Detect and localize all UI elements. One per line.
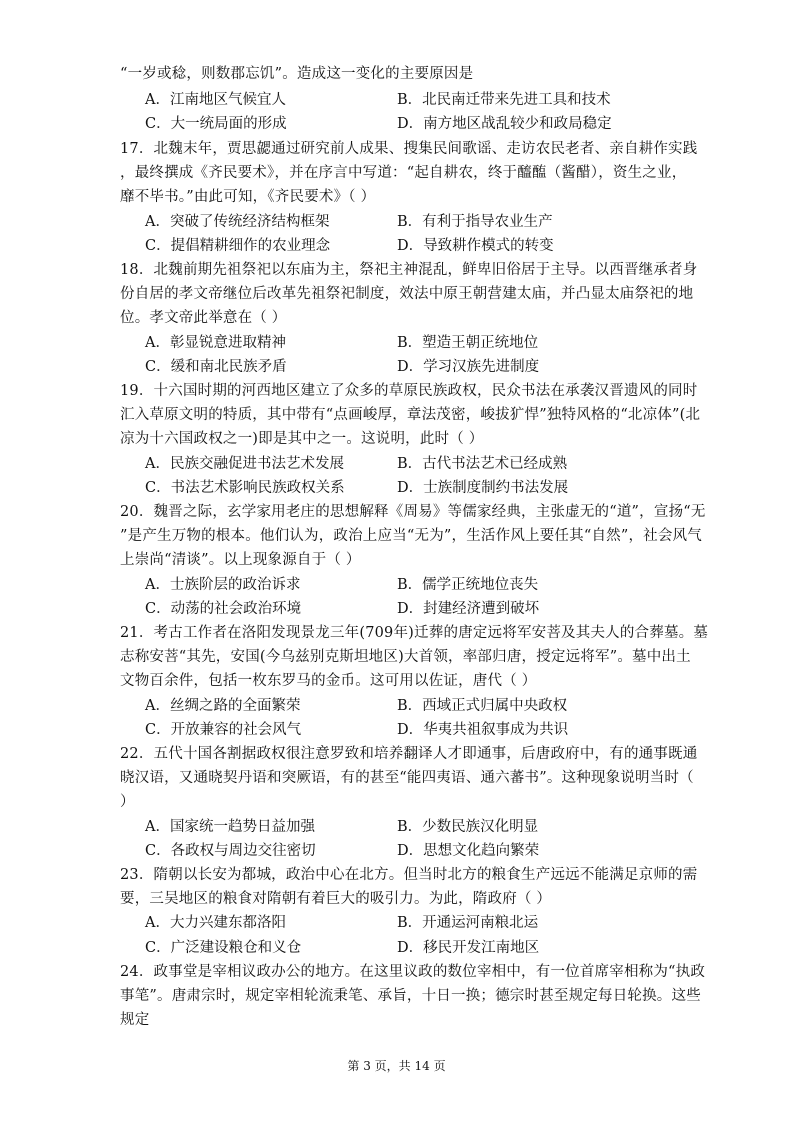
q18-option-c: C．缓和南北民族矛盾	[145, 359, 287, 375]
q19-option-a: A．民族交融促进书法艺术发展	[145, 456, 344, 472]
q21-option-a: A．丝绸之路的全面繁荣	[145, 698, 301, 714]
q20-option-d: D．封建经济遭到破坏	[397, 601, 540, 617]
q18-stem-line-3: 位。孝文帝此举意在（ ）	[120, 310, 287, 326]
q23-option-b: B．开通运河南粮北运	[397, 915, 539, 931]
q21-stem-line-3: 文物百余件，包括一枚东罗马的金币。这可用以佐证，唐代（ ）	[120, 673, 537, 689]
q18-option-d: D．学习汉族先进制度	[397, 359, 540, 375]
q16-option-c: C．大一统局面的形成	[145, 116, 287, 132]
q22-option-c: C．各政权与周边交往密切	[145, 843, 316, 859]
q17-option-a: A．突破了传统经济结构框架	[145, 214, 330, 230]
q19-stem-line-3: 凉为十六国政权之一)即是其中之一。这说明，此时（ ）	[120, 431, 484, 447]
q16-option-b: B．北民南迁带来先进工具和技术	[397, 92, 611, 108]
q20-option-b: B．儒学正统地位丧失	[397, 577, 539, 593]
q16-option-a: A．江南地区气候宜人	[145, 92, 286, 108]
q19-option-d: D．士族制度制约书法发展	[397, 480, 569, 496]
q22-stem-line-3: ）	[120, 794, 135, 810]
q22-option-a: A．国家统一趋势日益加强	[145, 819, 315, 835]
q19-stem-line-1: 19．十六国时期的河西地区建立了众多的草原民族政权，民众书法在承袭汉晋遗风的同时	[120, 383, 698, 399]
q21-stem-line-2: 志称安菩“其先，安国(今乌兹别克斯坦地区)大首领，率部归唐，授定远将军”。墓中出土	[120, 649, 691, 665]
q23-stem-line-2: 要，三吴地区的粮食对隋朝有着巨大的吸引力。为此，隋政府（ ）	[120, 891, 552, 907]
q17-option-b: B．有利于指导农业生产	[397, 214, 553, 230]
q24-stem-line-3: 规定	[120, 1012, 150, 1028]
q23-stem-line-1: 23．隋朝以长安为都城，政治中心在北方。但当时北方的粮食生产远远不能满足京师的需	[120, 867, 698, 883]
page-number-footer: 第 3 页，共 14 页	[347, 1059, 446, 1073]
q17-stem-line-2: ，最终撰成《齐民要术》，并在序言中写道：“起自耕农，终于醯醢（酱醋），资生之业，	[120, 165, 687, 181]
q19-stem-line-2: 汇入草原文明的特质，其中带有“点画峻厚，章法茂密，峻拔犷悍”独特风格的“北凉体”(北	[120, 407, 701, 423]
q16-stem-continuation: “一岁或稔，则数郡忘饥”。造成这一变化的主要原因是	[120, 66, 474, 82]
q20-stem-line-1: 20．魏晋之际，玄学家用老庄的思想解释《周易》等儒家经典，主张虚无的“道”，宣扬“无	[120, 504, 706, 520]
q21-option-b: B．西域正式归属中央政权	[397, 698, 568, 714]
q21-stem-line-1: 21．考古工作者在洛阳发现景龙三年(709年)迁葬的唐定远将军安菩及其夫人的合葬墓。墓	[120, 625, 709, 641]
q18-stem-line-1: 18．北魏前期先祖祭祀以东庙为主，祭祀主神混乱，鲜卑旧俗居于主导。以西晋继承者身	[120, 262, 698, 278]
q22-option-d: D．思想文化趋向繁荣	[397, 843, 540, 859]
q20-option-a: A．士族阶层的政治诉求	[145, 577, 301, 593]
q24-stem-line-1: 24．政事堂是宰相议政办公的地方。在这里议政的数位宰相中，有一位首席宰相称为“执政	[120, 964, 706, 980]
q17-stem-line-1: 17．北魏末年，贾思勰通过研究前人成果、搜集民间歌谣、走访农民老者、亲自耕作实践	[120, 141, 698, 157]
q21-option-d: D．华夷共祖叙事成为共识	[397, 722, 569, 738]
q20-stem-line-2: ”是产生万物的根本。他们认为，政治上应当“无为”，生活作风上要任其“自然”，社会风气	[120, 528, 702, 544]
q23-option-d: D．移民开发江南地区	[397, 940, 540, 956]
q17-option-d: D．导致耕作模式的转变	[397, 238, 554, 254]
q20-option-c: C．动荡的社会政治环境	[145, 601, 302, 617]
q22-stem-line-1: 22．五代十国各割据政权很注意罗致和培养翻译人才即通事，后唐政府中，有的通事既通	[120, 746, 698, 762]
q17-option-c: C．提倡精耕细作的农业理念	[145, 238, 331, 254]
q22-option-b: B．少数民族汉化明显	[397, 819, 539, 835]
q20-stem-line-3: 上崇尚“清谈”。以上现象源自于（ ）	[120, 552, 361, 568]
q22-stem-line-2: 晓汉语，又通晓契丹语和突厥语，有的甚至“能四夷语、通六蕃书”。这种现象说明当时（	[120, 770, 694, 786]
q23-option-a: A．大力兴建东都洛阳	[145, 915, 286, 931]
q21-option-c: C．开放兼容的社会风气	[145, 722, 302, 738]
q18-stem-line-2: 份自居的孝文帝继位后改革先祖祭祀制度，效法中原王朝营建太庙，并凸显太庙祭祀的地	[120, 286, 694, 302]
q19-option-c: C．书法艺术影响民族政权关系	[145, 480, 345, 496]
q16-option-d: D．南方地区战乱较少和政局稳定	[397, 116, 612, 132]
q24-stem-line-2: 事笔”。唐肃宗时，规定宰相轮流秉笔、承旨，十日一换；德宗时甚至规定每日轮换。这些	[120, 988, 701, 1004]
q18-option-a: A．彰显锐意进取精神	[145, 335, 286, 351]
q18-option-b: B．塑造王朝正统地位	[397, 335, 539, 351]
q23-option-c: C．广泛建设粮仓和义仓	[145, 940, 302, 956]
q19-option-b: B．古代书法艺术已经成熟	[397, 456, 568, 472]
q17-stem-line-3: 靡不毕书。”由此可知，《齐民要术》（ ）	[120, 189, 376, 205]
